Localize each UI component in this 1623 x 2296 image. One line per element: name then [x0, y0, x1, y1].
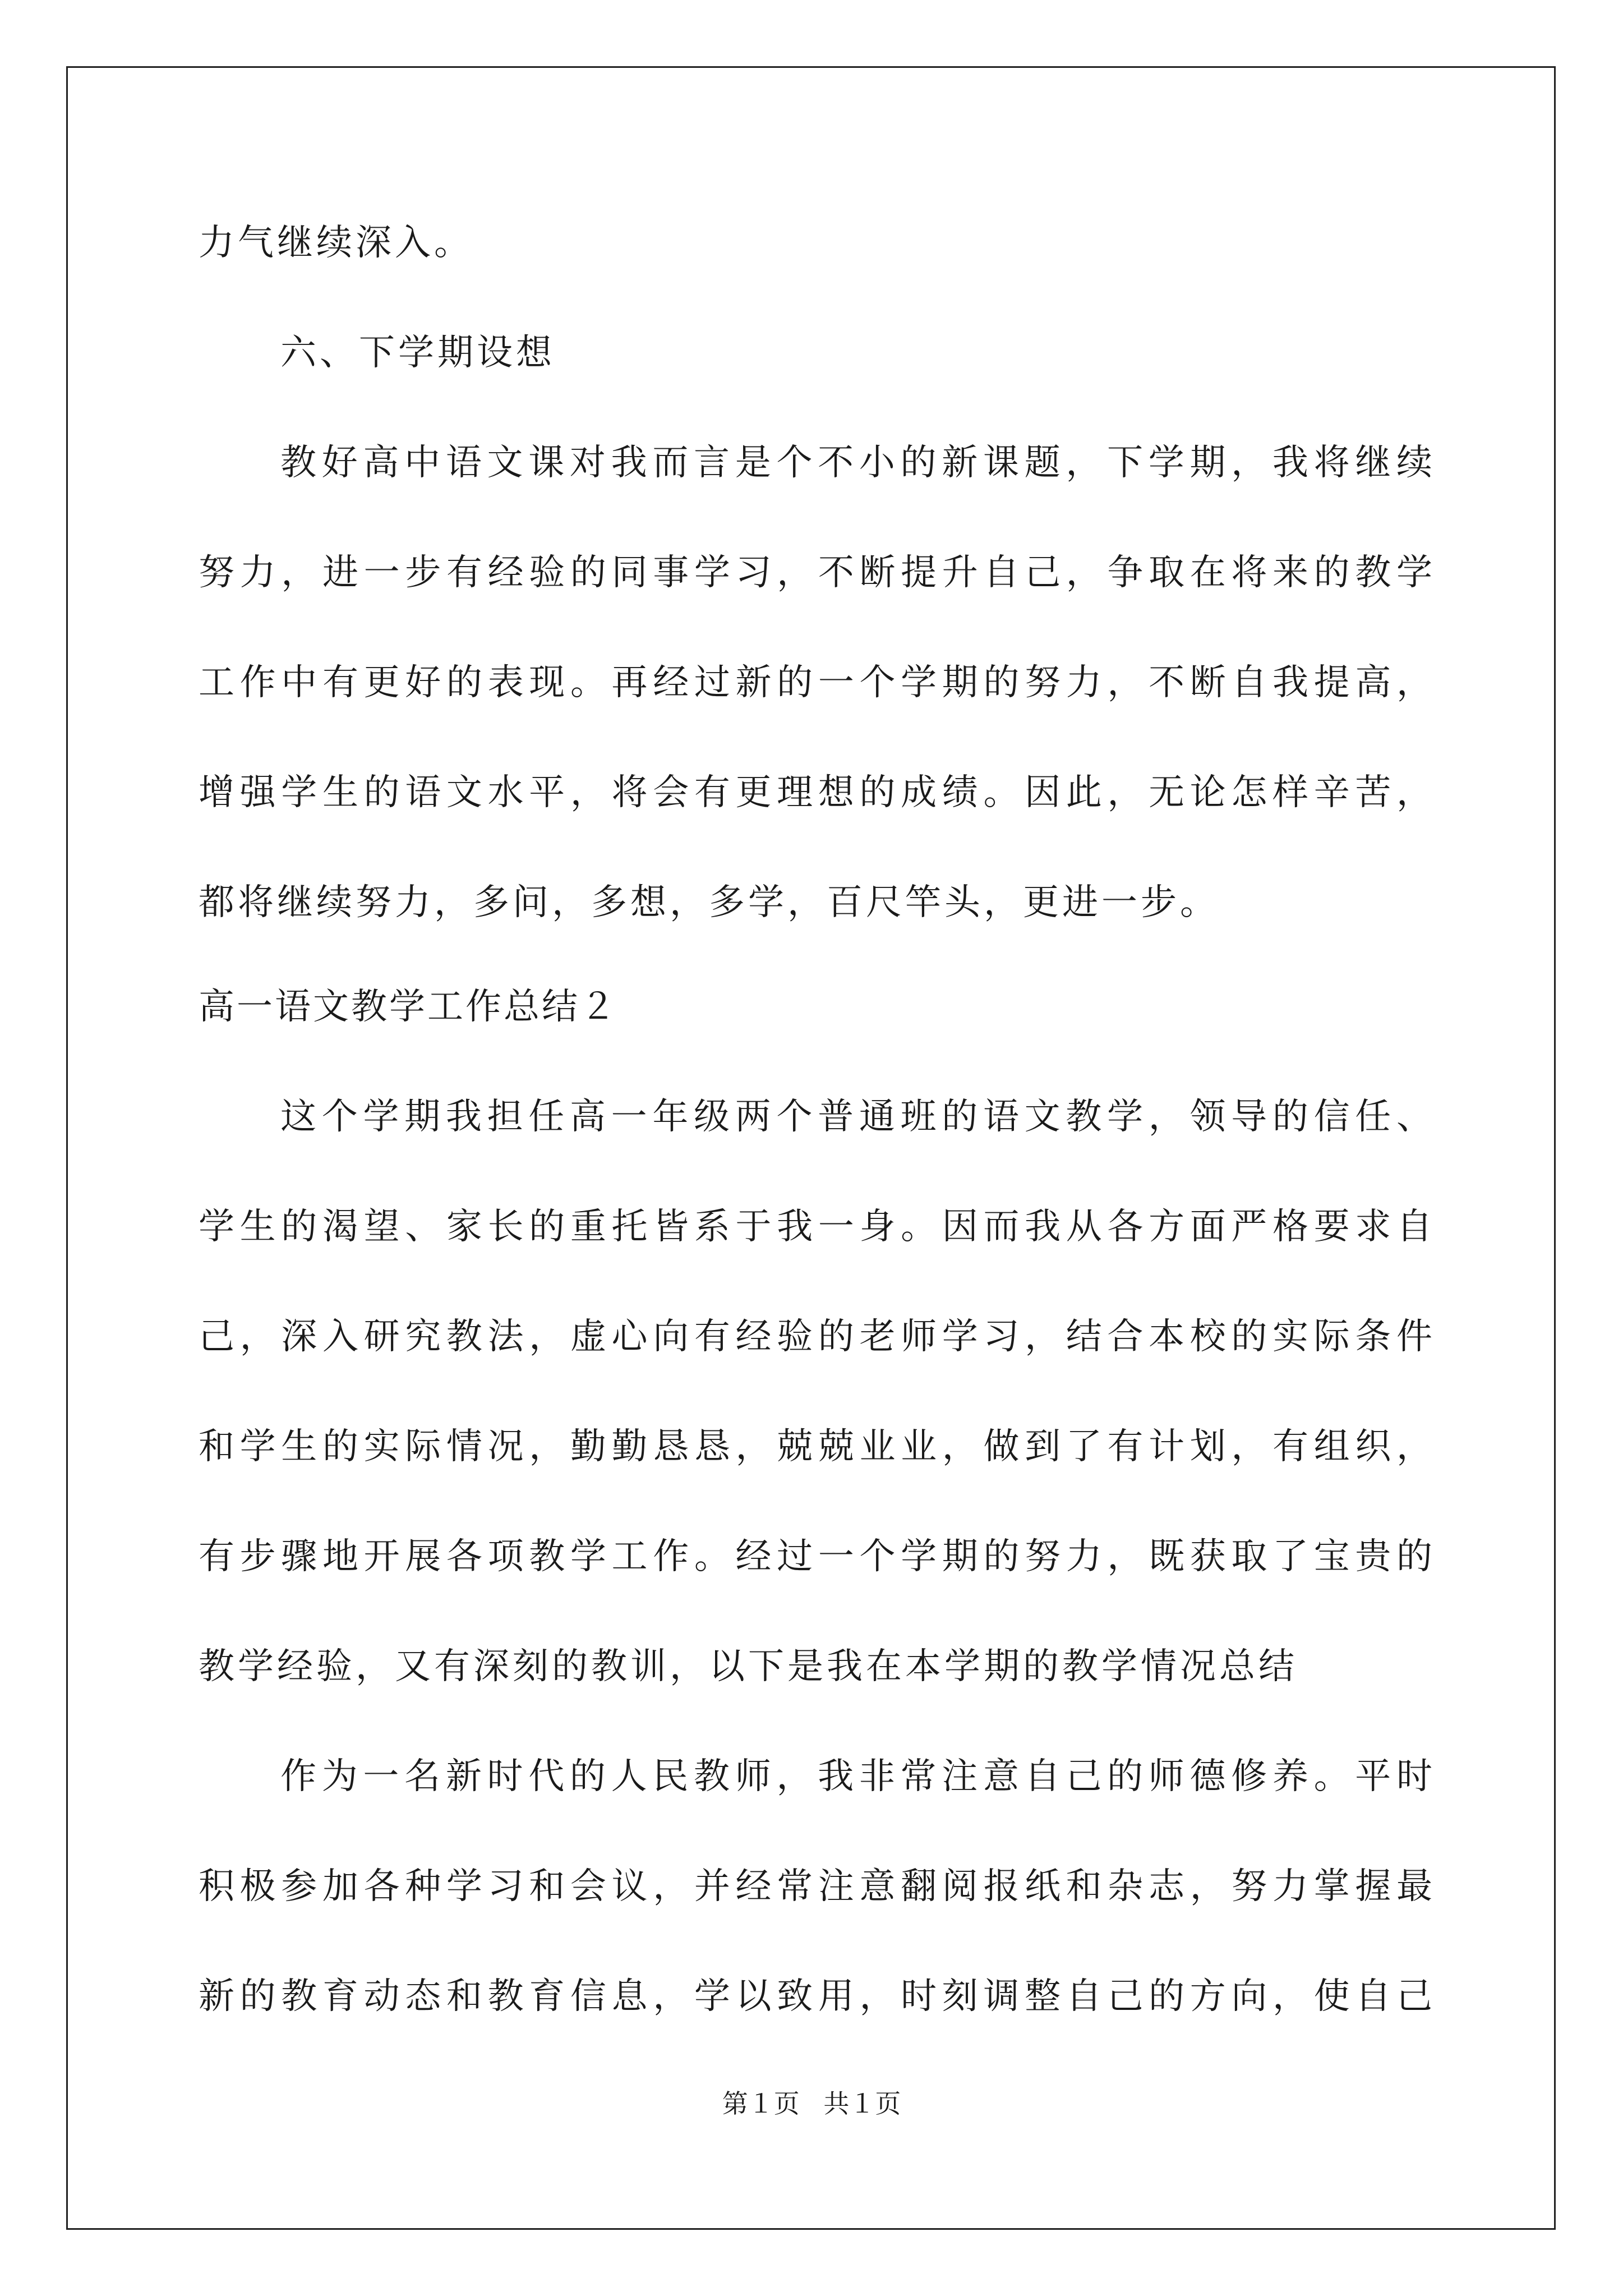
- section-heading: 六、下学期设想: [280, 332, 555, 374]
- paragraph-line: 这个学期我担任高一年级两个普通班的语文教学，领导的信任、: [280, 1096, 1432, 1138]
- paragraph-line: 积极参加各种学习和会议，并经常注意翻阅报纸和杂志，努力掌握最: [199, 1866, 1432, 1907]
- document-title: 高一语文教学工作总结２: [199, 986, 618, 1028]
- paragraph-line: 力气继续深入。: [199, 222, 473, 264]
- paragraph-line: 新的教育动态和教育信息，学以致用，时刻调整自己的方向，使自己: [199, 1976, 1432, 2017]
- page-footer: [0, 2087, 1623, 2120]
- page-total: 共１页: [823, 2088, 901, 2119]
- paragraph-line: 学生的渴望、家长的重托皆系于我一身。因而我从各方面严格要求自: [199, 1206, 1432, 1248]
- paragraph-line: 有步骤地开展各项教学工作。经过一个学期的努力，既获取了宝贵的: [199, 1536, 1432, 1577]
- paragraph-line: 努力，进一步有经验的同事学习，不断提升自己，争取在将来的教学: [199, 552, 1432, 593]
- paragraph-line: 增强学生的语文水平，将会有更理想的成绩。因此，无论怎样辛苦，: [199, 772, 1432, 813]
- paragraph-line: 教好高中语文课对我而言是个不小的新课题，下学期，我将继续: [280, 442, 1432, 484]
- paragraph-line: 教学经验，又有深刻的教训，以下是我在本学期的教学情况总结: [199, 1646, 1298, 1687]
- page-number: 第１页: [722, 2088, 800, 2119]
- paragraph-line: 己，深入研究教法，虚心向有经验的老师学习，结合本校的实际条件: [199, 1316, 1432, 1358]
- paragraph-line: 作为一名新时代的人民教师，我非常注意自己的师德修养。平时: [280, 1756, 1432, 1797]
- paragraph-line: 都将继续努力，多问，多想，多学，百尺竿头，更进一步。: [199, 882, 1219, 923]
- paragraph-line: 工作中有更好的表现。再经过新的一个学期的努力，不断自我提高，: [199, 662, 1432, 703]
- paragraph-line: 和学生的实际情况，勤勤恳恳，兢兢业业，做到了有计划，有组织，: [199, 1426, 1432, 1467]
